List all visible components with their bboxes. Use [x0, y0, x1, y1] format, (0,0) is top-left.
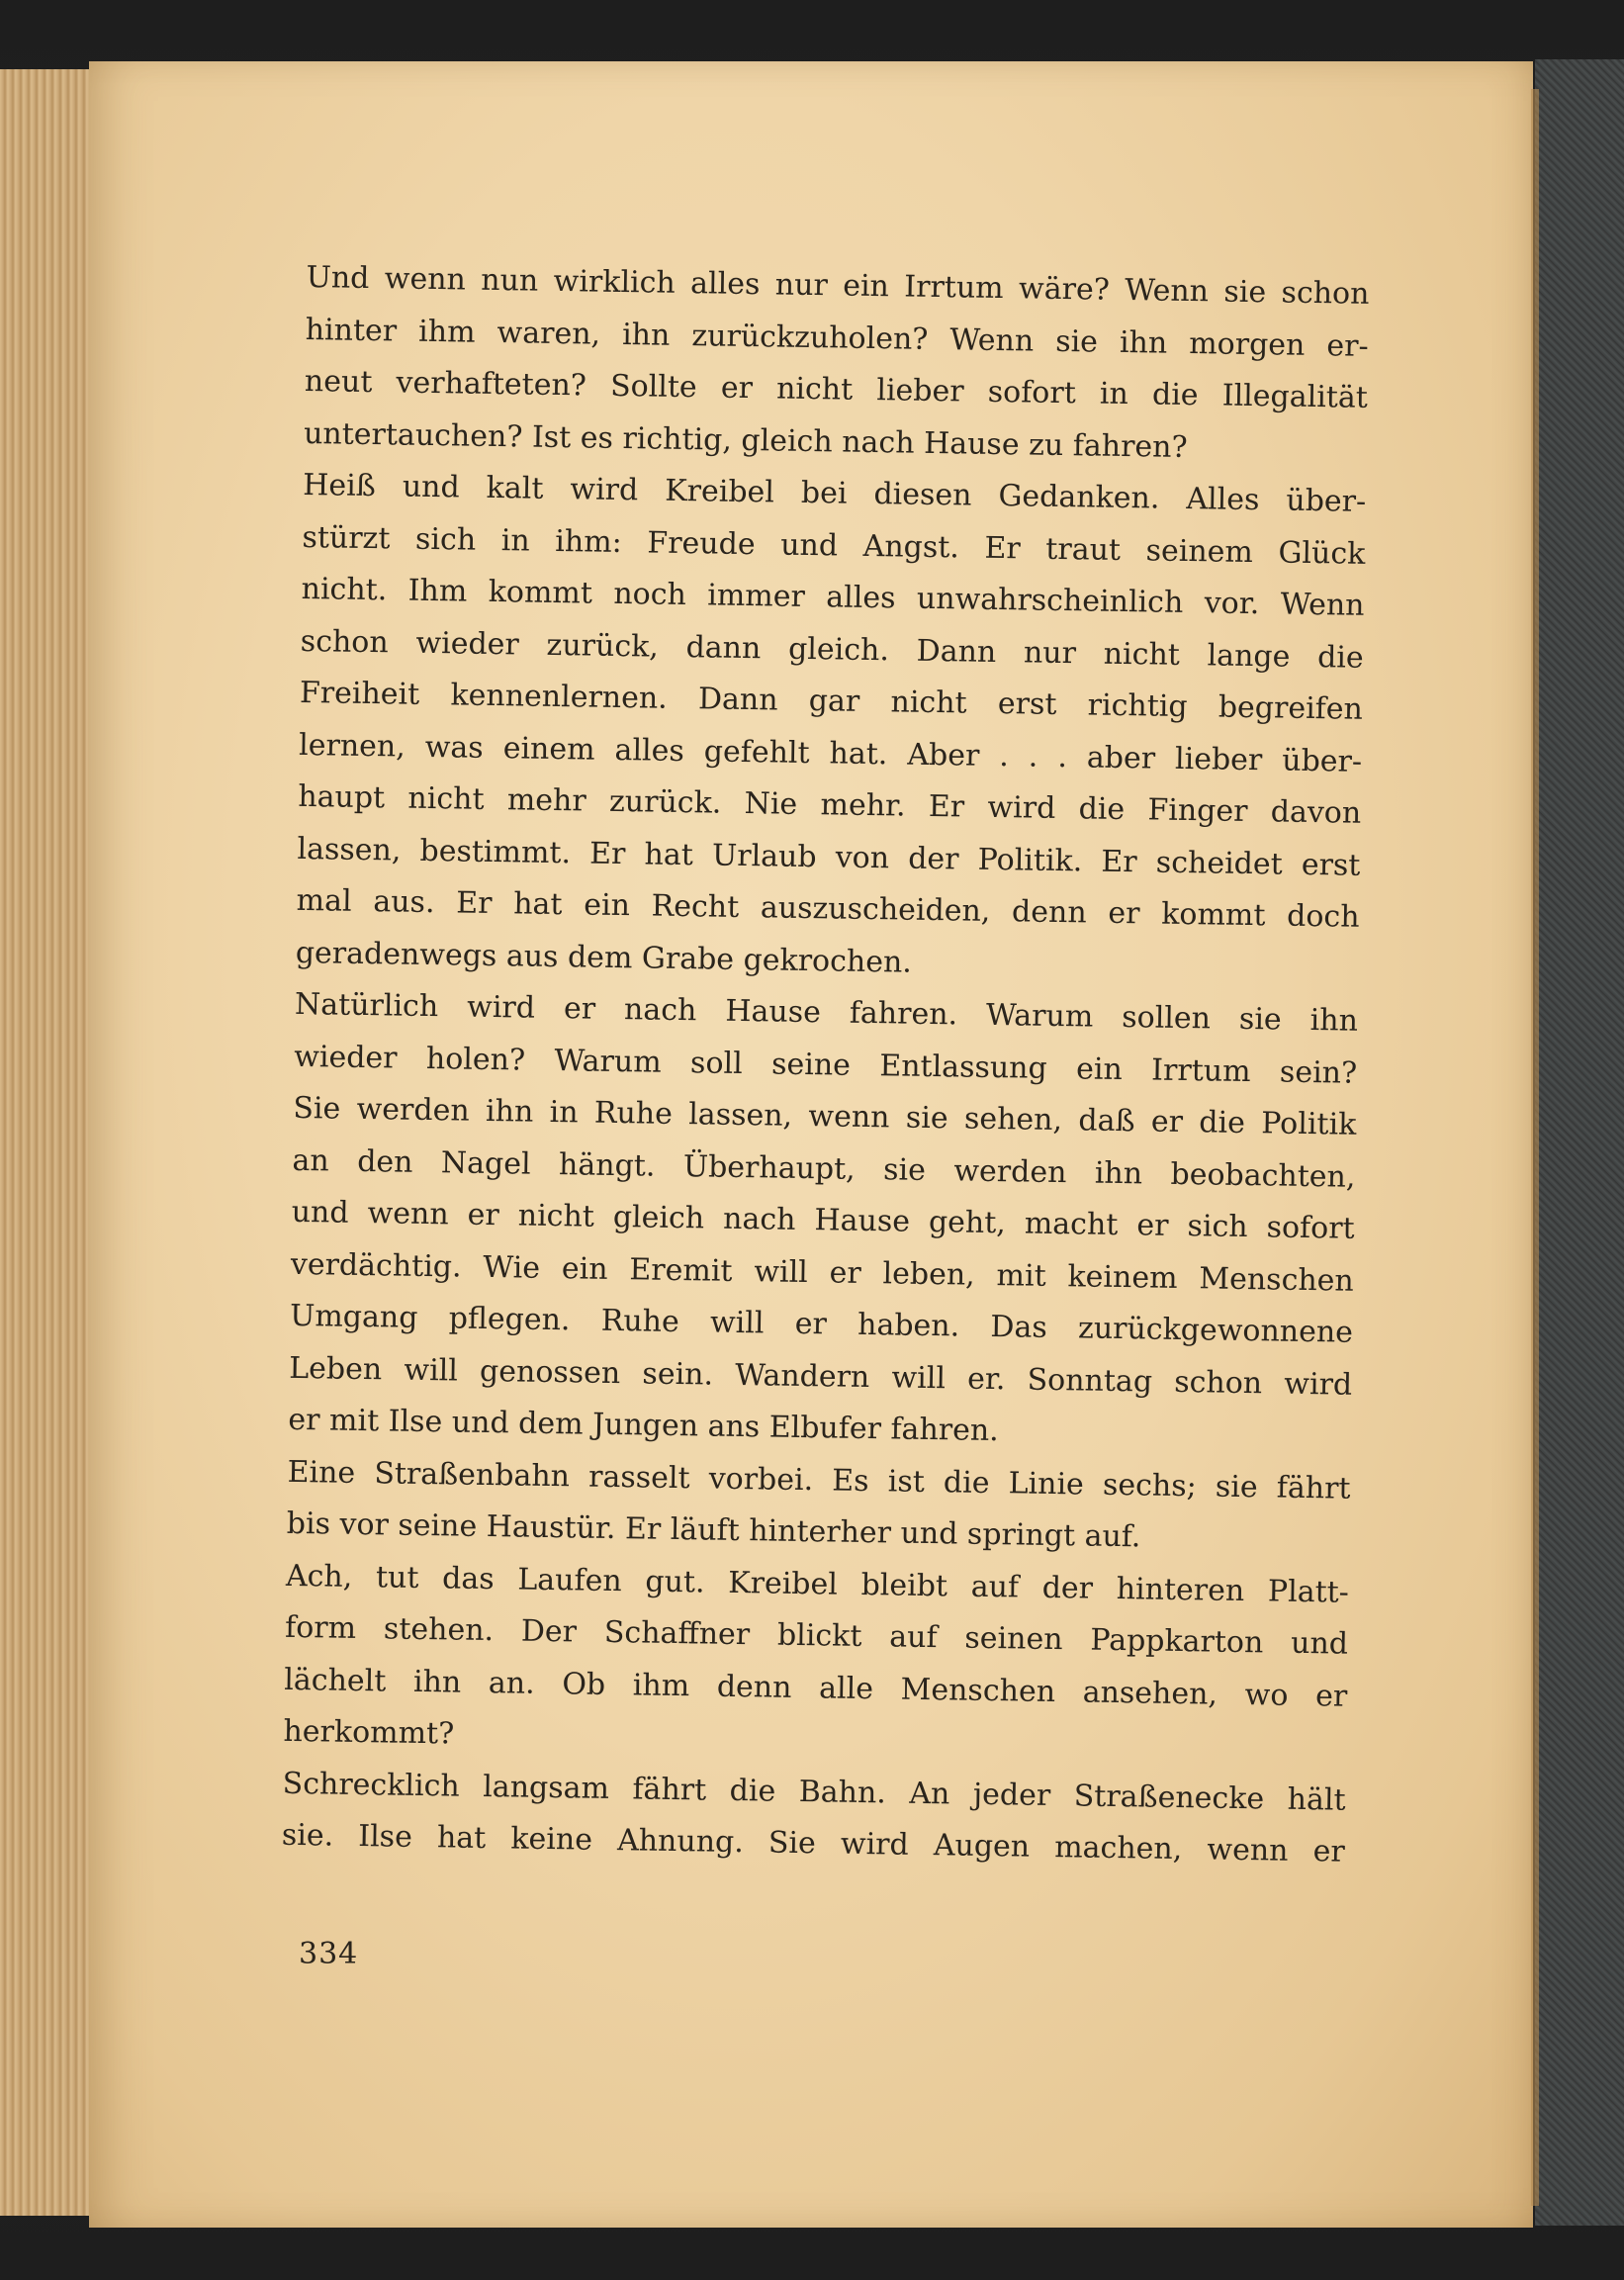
text-line: haupt nicht mehr zurück. Nie mehr. Er wird die Finger davon [298, 778, 1362, 831]
page-number: 334 [299, 1937, 359, 1971]
text-line: und wenn er nicht gleich nach Hause geht, macht er sich sofort [291, 1194, 1355, 1246]
text-line: Eine Straßenbahn rasselt vorbei. Es ist die Linie sechs; sie fährt [287, 1454, 1351, 1506]
text-line: Freiheit kennenlernen. Dann gar nicht erst richtig begreifen [299, 675, 1364, 727]
text-line: lächelt ihn an. Ob ihm denn alle Menschen ansehen, wo er [284, 1662, 1348, 1714]
text-line: sie. Ilse hat keine Ahnung. Sie wird Augen machen, wenn er [281, 1817, 1346, 1870]
text-line: Heiß und kalt wird Kreibel bei diesen Gedanken. Alles über- [303, 467, 1367, 519]
text-line: an den Nagel hängt. Überhaupt, sie werden ihn beobachten, [292, 1142, 1356, 1195]
text-line: schon wieder zurück, dann gleich. Dann nur nicht lange die [300, 623, 1364, 676]
text-line: wieder holen? Warum soll seine Entlassung ein Irrtum sein? [293, 1039, 1358, 1091]
text-line: neut verhafteten? Sollte er nicht lieber sofort in die Illegalität [304, 363, 1369, 415]
text-line: geradenwegs aus dem Grabe gekrochen. [295, 935, 913, 980]
text-line: herkommt? [283, 1713, 455, 1752]
text-line: Natürlich wird er nach Hause fahren. Warum sollen sie ihn [294, 986, 1359, 1039]
text-line: form stehen. Der Schaffner blickt auf seinen Pappkarton und [284, 1609, 1349, 1662]
text-line: nicht. Ihm kommt noch immer alles unwahrscheinlich vor. Wenn [301, 571, 1365, 623]
text-line: Ach, tut das Laufen gut. Kreibel bleibt auf der hinteren Platt- [285, 1558, 1350, 1610]
text-line: Sie werden ihn in Ruhe lassen, wenn sie sehen, daß er die Politik [293, 1090, 1357, 1142]
text-line: Und wenn nun wirklich alles nur ein Irrtum wäre? Wenn sie schon [306, 259, 1370, 312]
page-gutter [1531, 89, 1539, 2206]
text-line: stürzt sich in ihm: Freude und Angst. Er traut seinem Glück [302, 519, 1366, 572]
page-body-text [281, 252, 1369, 1878]
text-line: untertauchen? Ist es richtig, gleich nach Hause zu fahren? [303, 415, 1188, 465]
text-line: bis vor seine Haustür. Er läuft hinterher und springt auf. [286, 1505, 1141, 1555]
text-line: er mit Ilse und dem Jungen ans Elbufer fahren. [288, 1402, 1000, 1449]
text-line: Schrecklich langsam fährt die Bahn. An jeder Straßenecke hält [282, 1766, 1346, 1818]
text-line: mal aus. Er hat ein Recht auszuscheiden, denn er kommt doch [296, 882, 1360, 935]
text-line: lassen, bestimmt. Er hat Urlaub von der Politik. Er scheidet erst [297, 831, 1361, 883]
text-line: hinter ihm waren, ihn zurückzuholen? Wenn sie ihn morgen er- [305, 312, 1369, 364]
text-line: Leben will genossen sein. Wandern will er. Sonntag schon wird [289, 1350, 1353, 1403]
text-line: verdächtig. Wie ein Eremit will er leben, mit keinem Menschen [290, 1246, 1355, 1299]
book-cover-edge [1535, 59, 1624, 2226]
text-line: Umgang pflegen. Ruhe will er haben. Das zurückgewonnene [289, 1298, 1354, 1350]
text-line: lernen, was einem alles gefehlt hat. Aber . . . aber lieber über- [298, 727, 1363, 779]
